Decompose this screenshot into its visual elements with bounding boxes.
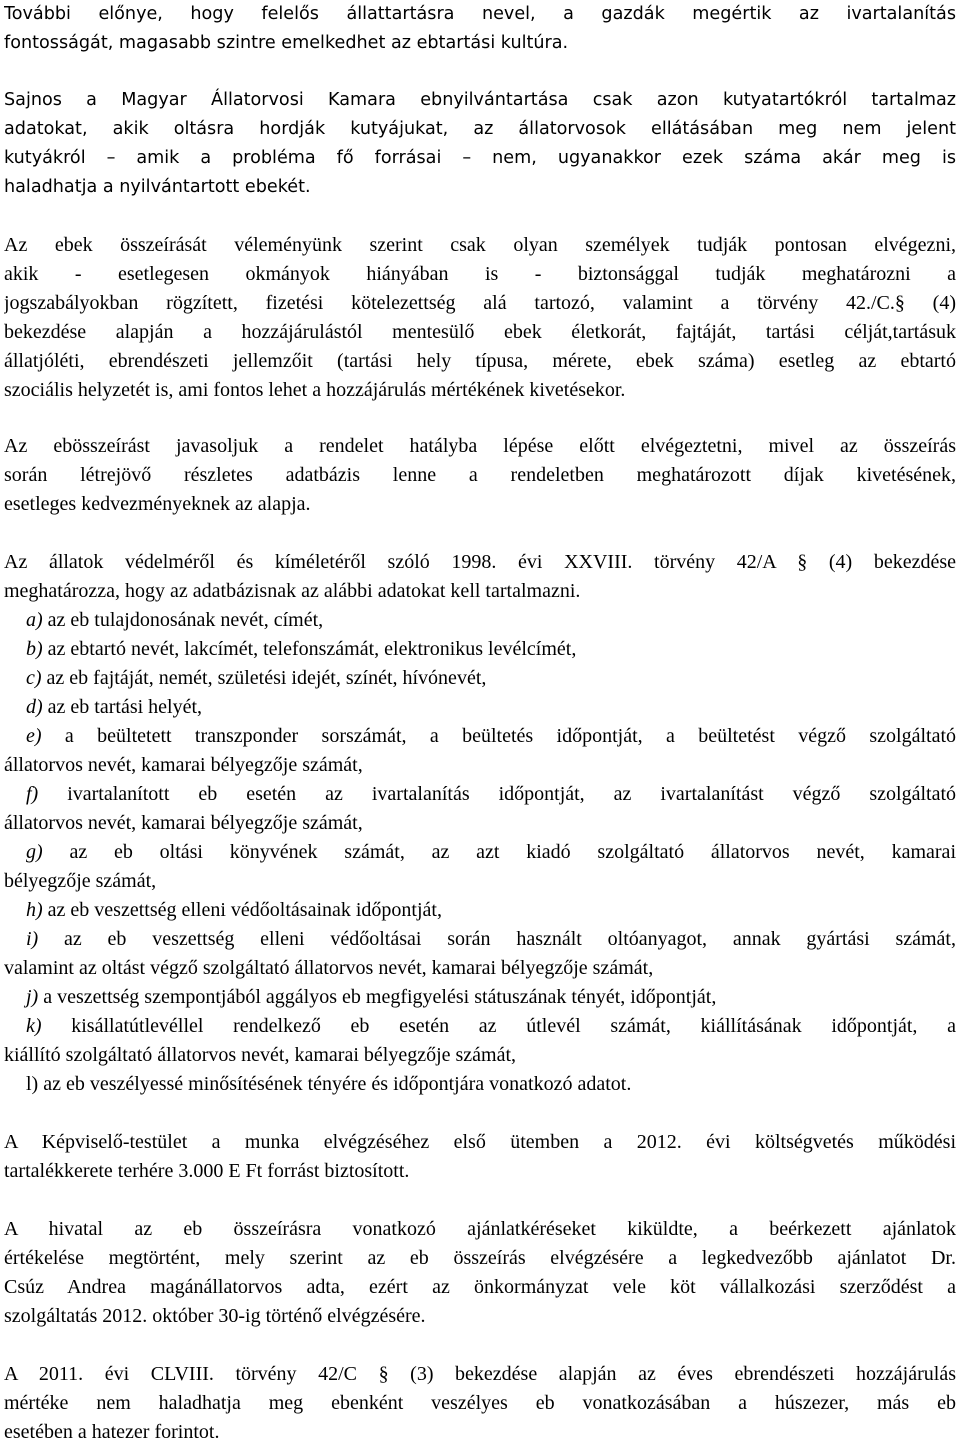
list-item-label: a) (26, 609, 43, 631)
text-line: kutyákról – amik a probléma fő forrásai – nem, ugyanakkor ezek száma akár meg is (4, 148, 956, 168)
list-item-label: i) (26, 928, 39, 950)
list-item-line (4, 664, 956, 693)
list-item-line: állatorvos nevét, kamarai bélyegzője számát, (4, 754, 363, 776)
list-item-text: az eb tartási helyét, (47, 696, 203, 718)
text-line: A Képviselő-testület a munka elvégzéséhez első ütemben a 2012. évi költségvetés működési (4, 1131, 956, 1153)
text-line: Az ebösszeírást javasoljuk a rendelet hatályba lépése előtt elvégeztetni, mivel az összeírás (4, 435, 956, 457)
list-item-line: valamint az oltást végző szolgáltató állatorvos nevét, kamarai bélyegzője számát, (4, 957, 654, 979)
paragraph (4, 0, 956, 58)
list-item-text: az eb tulajdonosának nevét, címét, (47, 609, 324, 631)
text-line: További előnye, hogy felelős állattartásra nevel, a gazdák megértik az ivartalanítás (4, 4, 956, 24)
list-item-label: f) (26, 783, 39, 805)
list-item (4, 606, 956, 635)
list-item-label: h) (26, 899, 43, 921)
text-line: állatjóléti, ebrendészeti jellemzőit (tartási hely típusa, mérete, ebek száma) esetleg az ebtartó (4, 350, 956, 372)
text-line: esetleges kedvezményeknek az alapja. (4, 493, 311, 515)
text-line: Az állatok védelméről és kíméletéről szóló 1998. évi XXVIII. törvény 42/A § (4) bekezdése (4, 551, 956, 573)
list-item-label: d) (26, 696, 43, 718)
list-item-label: b) (26, 638, 43, 660)
text-line: Csúz Andrea magánállatorvos adta, ezért az önkormányzat vele köt vállalkozási szerződést a (4, 1276, 956, 1298)
text-line: során létrejövő részletes adatbázis lenne a rendeletben meghatározott díjak kivetésének, (4, 464, 956, 486)
list-item-line: kiállító szolgáltató állatorvos nevét, kamarai bélyegzője számát, (4, 1044, 517, 1066)
text-line: értékelése megtörtént, mely szerint az eb összeírás elvégzésére a legkedvezőbb ajánlatot Dr. (4, 1247, 956, 1269)
paragraph (4, 548, 956, 606)
paragraph (4, 86, 956, 202)
text-line: mértéke nem haladhatja meg ebenként veszélyes eb vonatkozásában a húszezer, más eb (4, 1392, 956, 1414)
text-line: akik - esetlegesen okmányok hiányában is - biztonsággal tudják meghatározni a (4, 263, 956, 285)
list-item-line (4, 925, 956, 954)
list-item-label: g) (26, 841, 43, 863)
list-item-label: c) (26, 667, 42, 689)
list-item (4, 664, 956, 693)
text-line: adatokat, akik oltásra hordják kutyájukat, az állatorvosok ellátásában meg nem jelent (4, 119, 956, 139)
list-item-label: l) (26, 1073, 39, 1095)
list-item-text: az eb oltási könyvének számát, az azt kiadó szolgáltató állatorvos nevét, kamarai (69, 841, 956, 863)
list-item-line (4, 635, 956, 664)
list-item-line (4, 606, 956, 635)
list-item (4, 1070, 956, 1099)
list-item-label: j) (26, 986, 39, 1008)
paragraph (4, 231, 956, 405)
list-item-text: az eb veszettség elleni védőoltásai során használt oltóanyagot, annak gyártási számát, (64, 928, 956, 950)
list-item (4, 838, 956, 896)
text-line: tartalékkerete terhére 3.000 E Ft forrást biztosított. (4, 1160, 410, 1182)
list-item-line (4, 693, 956, 722)
list-item (4, 722, 956, 780)
list-item-text: az eb veszélyessé minősítésének tényére és időpontjára vonatkozó adatot. (43, 1073, 632, 1095)
list-item (4, 983, 956, 1012)
list-item-text: az eb veszettség elleni védőoltásainak időpontját, (47, 899, 442, 921)
text-line: jogszabályokban rögzített, fizetési kötelezettség alá tartozó, valamint a törvény 42./C.§ (4) (4, 292, 956, 314)
list-item-label: e) (26, 725, 42, 747)
list-item-label: k) (26, 1015, 42, 1037)
list-item-line (4, 722, 956, 751)
list-item-text: az ebtartó nevét, lakcímét, telefonszámát, elektronikus levélcímét, (47, 638, 577, 660)
list-item (4, 635, 956, 664)
list-item-line (4, 838, 956, 867)
list-item-text: kisállatútlevéllel rendelkező eb esetén az útlevél számát, kiállításának időpontját, a (71, 1015, 956, 1037)
paragraph (4, 1128, 956, 1186)
list-item-line (4, 1012, 956, 1041)
text-line: bekezdése alapján a hozzájárulástól mentesülő ebek életkorát, fajtáját, tartási célját,tartásuk (4, 321, 956, 343)
list-item-line (4, 1070, 956, 1099)
text-line: A 2011. évi CLVIII. törvény 42/C § (3) bekezdése alapján az éves ebrendészeti hozzájárulás (4, 1363, 956, 1385)
paragraph (4, 1215, 956, 1331)
list-item (4, 693, 956, 722)
text-line: szolgáltatás 2012. október 30-ig történő elvégzésére. (4, 1305, 426, 1327)
list-item-line (4, 780, 956, 809)
text-line: A hivatal az eb összeírásra vonatkozó ajánlatkéréseket kiküldte, a beérkezett ajánlatok (4, 1218, 956, 1240)
text-line: Sajnos a Magyar Állatorvosi Kamara ebnyilvántartása csak azon kutyatartókról tartalmaz (4, 90, 956, 110)
list-item-text: ivartalanított eb esetén az ivartalanítás időpontját, az ivartalanítást végző szolgáltató (67, 783, 956, 805)
list-item-text: az eb fajtáját, nemét, születési idejét, színét, hívónevét, (46, 667, 487, 689)
paragraph (4, 432, 956, 519)
text-line: fontosságát, magasabb szintre emelkedhet az ebtartási kultúra. (4, 33, 569, 53)
list-item (4, 780, 956, 838)
list-item-line (4, 983, 956, 1012)
list-item-text: a beültetett transzponder sorszámát, a beültetés időpontját, a beültetést végző szolgáltató (64, 725, 956, 747)
text-line: haladhatja a nyilvántartott ebekét. (4, 177, 311, 197)
text-line: Az ebek összeírását véleményünk szerint csak olyan személyek tudják pontosan elvégezni, (4, 234, 956, 256)
list-item-text: a veszettség szempontjából aggályos eb megfigyelési státuszának tényét, időpontját, (43, 986, 717, 1008)
list-item-line (4, 896, 956, 925)
list-item (4, 1012, 956, 1070)
list-item (4, 896, 956, 925)
list-item-line: állatorvos nevét, kamarai bélyegzője számát, (4, 812, 363, 834)
list-item-line: bélyegzője számát, (4, 870, 157, 892)
text-line: esetében a hatezer forintot. (4, 1421, 220, 1443)
paragraph (4, 1360, 956, 1447)
list-item (4, 925, 956, 983)
text-line: meghatározza, hogy az adatbázisnak az alábbi adatokat kell tartalmazni. (4, 580, 581, 602)
text-line: szociális helyzetét is, ami fontos lehet a hozzájárulás mértékének kivetésekor. (4, 379, 626, 401)
